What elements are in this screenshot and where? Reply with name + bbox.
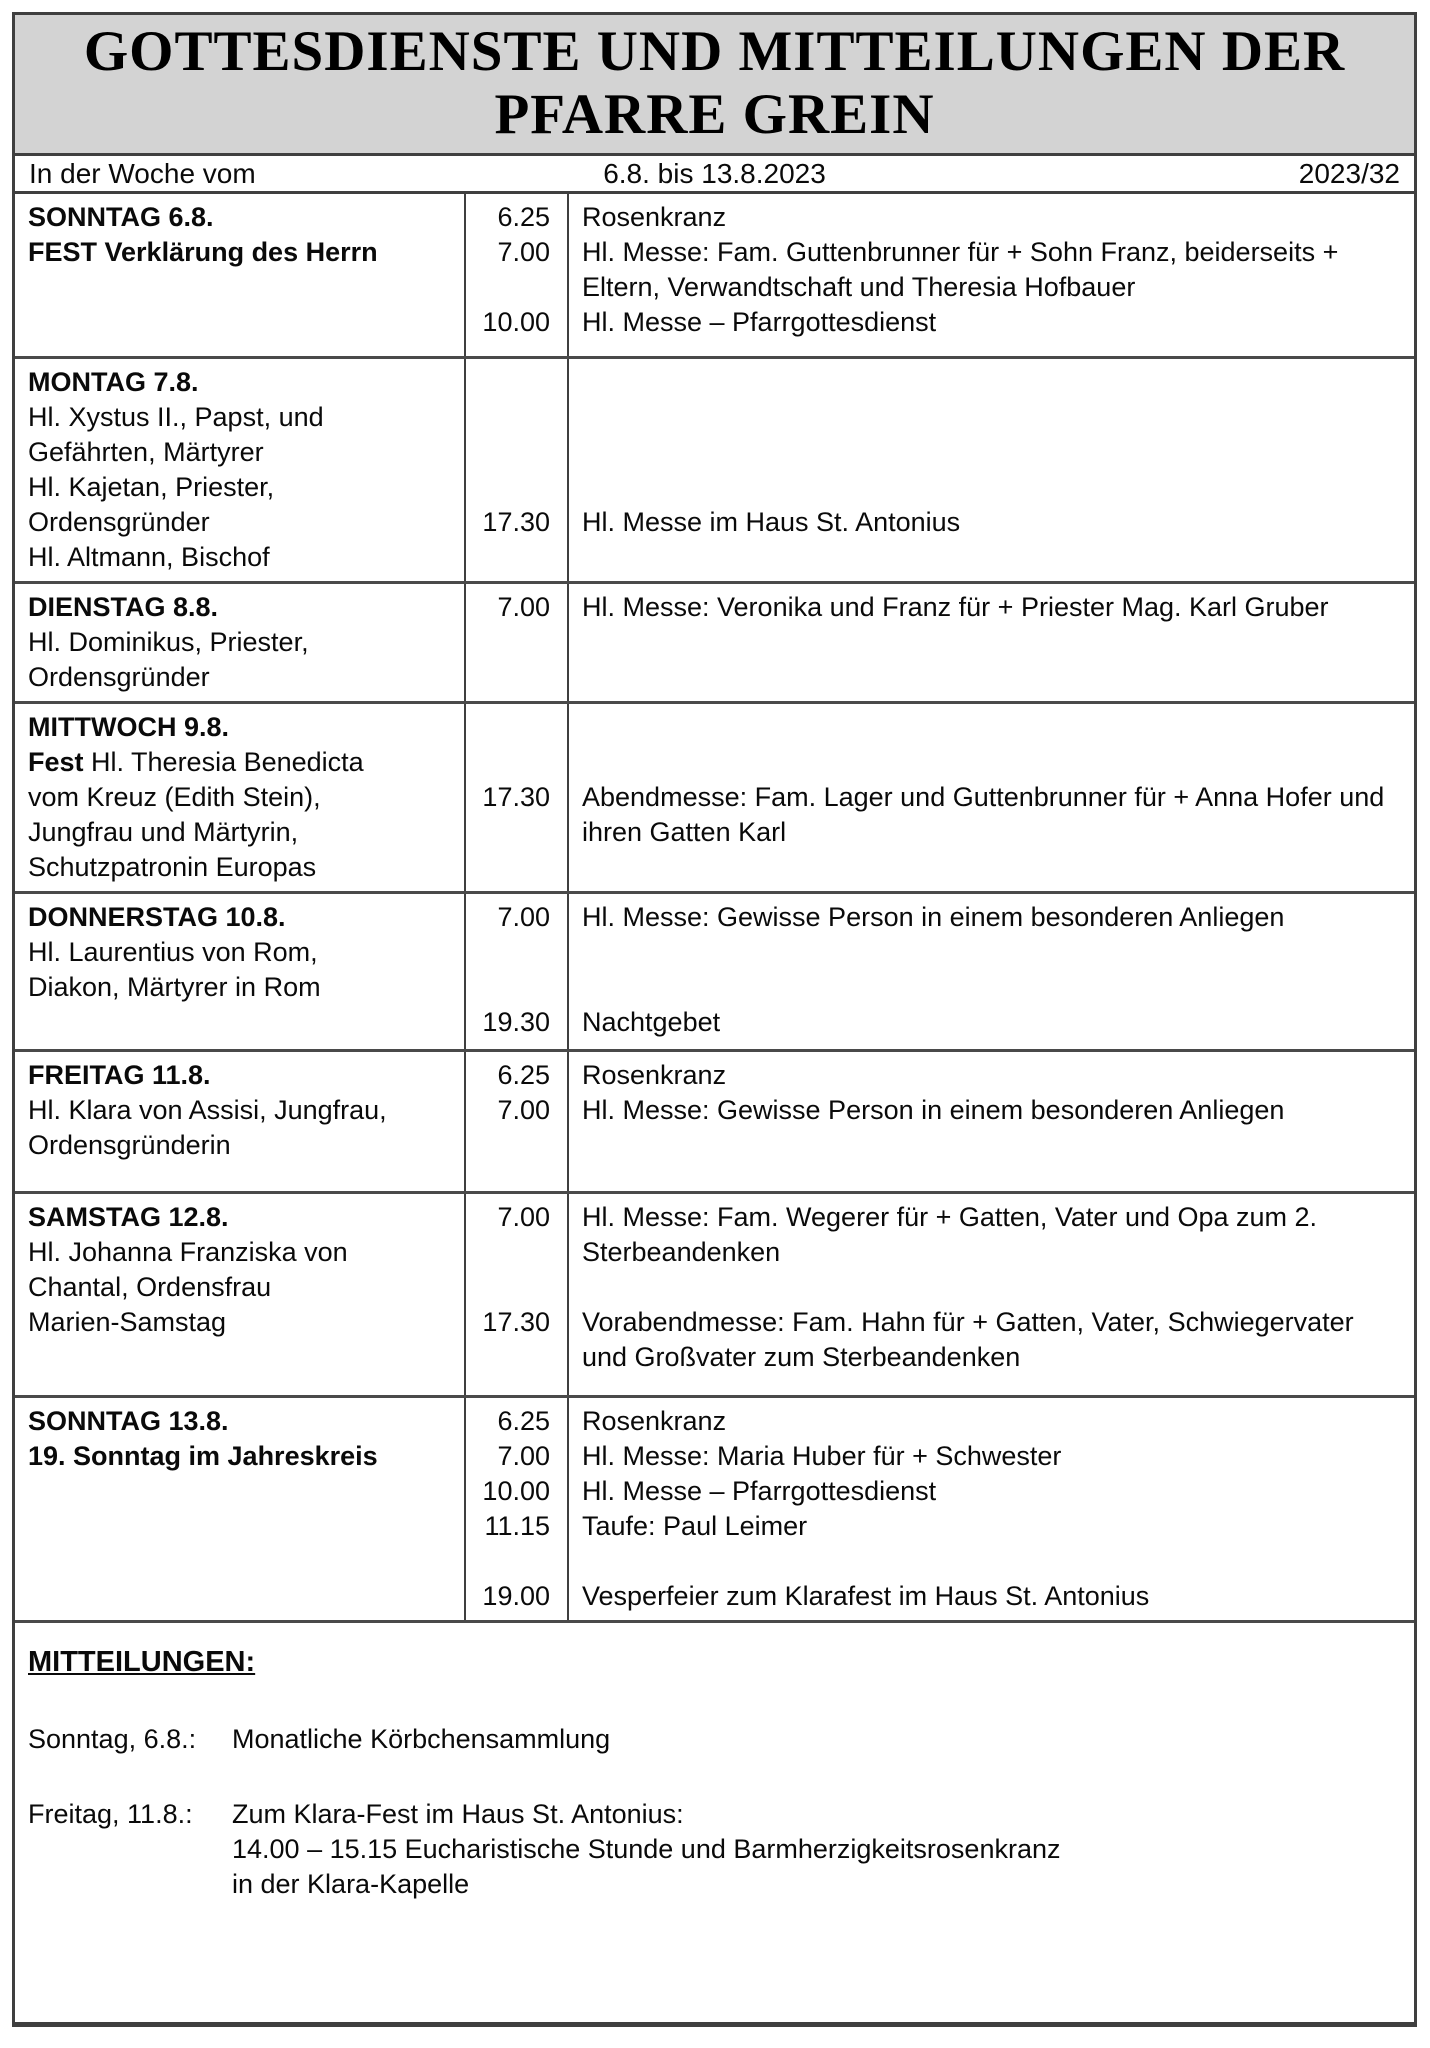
schedule-entry bbox=[464, 1439, 1414, 1474]
entry-text: Hl. Messe – Pfarrgottesdienst bbox=[582, 307, 937, 337]
schedule-entry bbox=[464, 935, 1414, 970]
schedule-entry bbox=[464, 505, 1414, 540]
day-cell bbox=[15, 704, 464, 891]
entries-cell bbox=[464, 1052, 1414, 1191]
entry-time: 10.00 bbox=[482, 1476, 550, 1506]
day-line: Diakon, Märtyrer in Rom bbox=[28, 972, 321, 1002]
entries-cell bbox=[464, 584, 1414, 701]
day-line: Hl. Xystus II., Papst, und bbox=[28, 402, 324, 432]
schedule-row bbox=[15, 584, 1414, 704]
schedule-entry bbox=[464, 365, 1414, 400]
day-line: Marien-Samstag bbox=[28, 1307, 227, 1337]
entry-text: Hl. Messe: Gewisse Person in einem besonderen Anliegen bbox=[582, 1095, 1285, 1125]
entry-text: Vesperfeier zum Klarafest im Haus St. Antonius bbox=[582, 1581, 1150, 1611]
day-line: Jungfrau und Märtyrin, bbox=[28, 817, 299, 847]
column-divider bbox=[464, 894, 466, 1049]
entry-text: Hl. Messe: Veronika und Franz für + Priester Mag. Karl Gruber bbox=[582, 592, 1329, 622]
week-range: 6.8. bis 13.8.2023 bbox=[603, 157, 826, 189]
entry-text: Hl. Messe im Haus St. Antonius bbox=[582, 507, 961, 537]
schedule-entry bbox=[464, 590, 1414, 625]
day-line: Schutzpatronin Europas bbox=[28, 852, 317, 882]
day-cell bbox=[15, 194, 464, 356]
mitteilungen-item-line: 14.00 – 15.15 Eucharistische Stunde und Barmherzigkeitsrosenkranz bbox=[232, 1834, 1061, 1864]
schedule-entry bbox=[464, 200, 1414, 235]
entry-time: 7.00 bbox=[497, 902, 550, 932]
entry-time: 17.30 bbox=[482, 507, 550, 537]
entry-text: Hl. Messe – Pfarrgottesdienst bbox=[582, 1476, 937, 1506]
entry-time: 6.25 bbox=[497, 202, 550, 232]
mitteilungen-item-line: Monatliche Körbchensammlung bbox=[232, 1724, 611, 1754]
mitteilungen-item bbox=[28, 1797, 1398, 1902]
day-line: Hl. Altmann, Bischof bbox=[28, 542, 270, 572]
column-divider bbox=[567, 704, 569, 891]
entry-time: 17.30 bbox=[482, 1307, 550, 1337]
entry-text: Rosenkranz bbox=[582, 1406, 727, 1436]
day-cell bbox=[15, 1194, 464, 1395]
schedule-entry bbox=[464, 305, 1414, 340]
day-line: Hl. Laurentius von Rom, bbox=[28, 937, 318, 967]
entry-text: Hl. Messe: Gewisse Person in einem besonderen Anliegen bbox=[582, 902, 1285, 932]
entry-time: 6.25 bbox=[497, 1060, 550, 1090]
column-divider bbox=[464, 359, 466, 581]
schedule-entry bbox=[464, 435, 1414, 470]
entries-cell bbox=[464, 194, 1414, 356]
entry-time: 6.25 bbox=[497, 1406, 550, 1436]
day-line: Hl. Dominikus, Priester, bbox=[28, 627, 309, 657]
day-line: 19. Sonntag im Jahreskreis bbox=[28, 1441, 378, 1471]
entry-text: Hl. Messe: Fam. Wegerer für + Gatten, Vater und Opa zum 2. Sterbeandenken bbox=[582, 1202, 1318, 1267]
mitteilungen-items bbox=[28, 1722, 1398, 1902]
schedule-row bbox=[15, 704, 1414, 894]
column-divider bbox=[567, 359, 569, 581]
schedule-row bbox=[15, 359, 1414, 584]
entries-cell bbox=[464, 704, 1414, 891]
schedule-entry bbox=[464, 1005, 1414, 1040]
entry-time: 19.30 bbox=[482, 1007, 550, 1037]
entry-time: 19.00 bbox=[482, 1581, 550, 1611]
day-line: MITTWOCH 9.8. bbox=[28, 712, 229, 742]
day-line: FEST Verklärung des Herrn bbox=[28, 237, 378, 267]
entries-cell bbox=[464, 359, 1414, 581]
day-line: vom Kreuz (Edith Stein), bbox=[28, 782, 321, 812]
day-cell bbox=[15, 1398, 464, 1620]
title-box bbox=[15, 15, 1414, 156]
schedule-entry bbox=[464, 1305, 1414, 1375]
day-line: DIENSTAG 8.8. bbox=[28, 592, 219, 622]
schedule-entry bbox=[464, 900, 1414, 935]
mitteilungen-item-line: in der Klara-Kapelle bbox=[232, 1869, 470, 1899]
day-cell bbox=[15, 584, 464, 701]
schedule-entry bbox=[464, 235, 1414, 305]
entries-cell bbox=[464, 1398, 1414, 1620]
entry-time: 7.00 bbox=[497, 1441, 550, 1471]
entry-text: Hl. Messe: Maria Huber für + Schwester bbox=[582, 1441, 1062, 1471]
day-cell bbox=[15, 359, 464, 581]
schedule-entry bbox=[464, 1058, 1414, 1093]
day-line: SAMSTAG 12.8. bbox=[28, 1202, 229, 1232]
day-line: Ordensgründerin bbox=[28, 1130, 231, 1160]
mitteilungen-section bbox=[15, 1623, 1414, 1902]
schedule-entry bbox=[464, 970, 1414, 1005]
day-line: SONNTAG 6.8. bbox=[28, 202, 214, 232]
mitteilungen-item-lines bbox=[232, 1797, 1398, 1902]
column-divider bbox=[567, 584, 569, 701]
entry-time: 11.15 bbox=[484, 1511, 550, 1541]
day-line-bold-prefix: Fest bbox=[28, 747, 84, 777]
schedule-row bbox=[15, 1398, 1414, 1623]
schedule-entry bbox=[464, 710, 1414, 745]
entry-text: Rosenkranz bbox=[582, 202, 727, 232]
day-cell bbox=[15, 894, 464, 1049]
issue-number: 2023/32 bbox=[1298, 157, 1400, 189]
week-row bbox=[15, 156, 1414, 194]
schedule-entry bbox=[464, 745, 1414, 780]
column-divider bbox=[567, 1194, 569, 1395]
day-line: FREITAG 11.8. bbox=[28, 1060, 211, 1090]
column-divider bbox=[464, 1194, 466, 1395]
schedule-entry bbox=[464, 400, 1414, 435]
schedule-row bbox=[15, 894, 1414, 1052]
day-line: Ordensgründer bbox=[28, 507, 210, 537]
day-line: MONTAG 7.8. bbox=[28, 367, 199, 397]
entry-text: Nachtgebet bbox=[582, 1007, 721, 1037]
page-title-line2: PFARRE GREIN bbox=[494, 83, 935, 146]
day-line: Hl. Klara von Assisi, Jungfrau, bbox=[28, 1095, 387, 1125]
mitteilungen-item-lines bbox=[232, 1722, 1398, 1757]
entry-time: 7.00 bbox=[497, 1095, 550, 1125]
entry-time: 17.30 bbox=[482, 782, 550, 812]
schedule-row bbox=[15, 194, 1414, 359]
column-divider bbox=[567, 894, 569, 1049]
column-divider bbox=[567, 1052, 569, 1191]
column-divider bbox=[567, 194, 569, 356]
mitteilungen-item-label: Freitag, 11.8.: bbox=[28, 1799, 193, 1829]
schedule-entry bbox=[464, 1544, 1414, 1579]
day-line: DONNERSTAG 10.8. bbox=[28, 902, 286, 932]
column-divider bbox=[464, 194, 466, 356]
mitteilungen-item bbox=[28, 1722, 1398, 1757]
day-line: Gefährten, Märtyrer bbox=[28, 437, 264, 467]
mitteilungen-item-label: Sonntag, 6.8.: bbox=[28, 1724, 197, 1754]
column-divider bbox=[567, 1398, 569, 1620]
day-line: Ordensgründer bbox=[28, 662, 210, 692]
schedule-entry bbox=[464, 1404, 1414, 1439]
column-divider bbox=[464, 704, 466, 891]
schedule-row bbox=[15, 1052, 1414, 1194]
schedule-entry bbox=[464, 1579, 1414, 1614]
entry-time: 7.00 bbox=[497, 237, 550, 267]
bulletin-sheet bbox=[12, 12, 1417, 2027]
schedule-entry bbox=[464, 1093, 1414, 1128]
column-divider bbox=[464, 1398, 466, 1620]
day-line: Chantal, Ordensfrau bbox=[28, 1272, 272, 1302]
week-label: In der Woche vom bbox=[29, 157, 256, 189]
day-line: Hl. Kajetan, Priester, bbox=[28, 472, 275, 502]
entries-cell bbox=[464, 1194, 1414, 1395]
schedule-row bbox=[15, 1194, 1414, 1398]
entry-time: 10.00 bbox=[482, 307, 550, 337]
day-cell bbox=[15, 1052, 464, 1191]
entry-text: Hl. Messe: Fam. Guttenbrunner für + Sohn Franz, beiderseits + Eltern, Verwandtschaft und Theresia Hofbauer bbox=[582, 237, 1339, 302]
schedule-entry bbox=[464, 1270, 1414, 1305]
mitteilungen-item-line: Zum Klara-Fest im Haus St. Antonius: bbox=[232, 1799, 684, 1829]
schedule-entry bbox=[464, 780, 1414, 850]
day-line: Fest Hl. Theresia Benedicta bbox=[28, 747, 364, 777]
schedule-entry bbox=[464, 470, 1414, 505]
entry-text: Rosenkranz bbox=[582, 1060, 727, 1090]
day-line: Hl. Johanna Franziska von bbox=[28, 1237, 348, 1267]
entries-cell bbox=[464, 894, 1414, 1049]
entry-text: Abendmesse: Fam. Lager und Guttenbrunner für + Anna Hofer und ihren Gatten Karl bbox=[582, 782, 1385, 847]
schedule-entry bbox=[464, 1474, 1414, 1509]
entry-text: Taufe: Paul Leimer bbox=[582, 1511, 808, 1541]
schedule-entry bbox=[464, 1200, 1414, 1270]
column-divider bbox=[464, 1052, 466, 1191]
entry-text: Vorabendmesse: Fam. Hahn für + Gatten, Vater, Schwiegervater und Großvater zum Sterbeandenken bbox=[582, 1307, 1354, 1372]
entry-time: 7.00 bbox=[497, 592, 550, 622]
entry-time: 7.00 bbox=[497, 1202, 550, 1232]
day-line: SONNTAG 13.8. bbox=[28, 1406, 229, 1436]
column-divider bbox=[464, 584, 466, 701]
schedule-entry bbox=[464, 1509, 1414, 1544]
schedule-table bbox=[15, 194, 1414, 1623]
page-title-line1: GOTTESDIENSTE UND MITTEILUNGEN DER bbox=[83, 20, 1346, 83]
mitteilungen-heading: MITTEILUNGEN: bbox=[28, 1646, 256, 1678]
